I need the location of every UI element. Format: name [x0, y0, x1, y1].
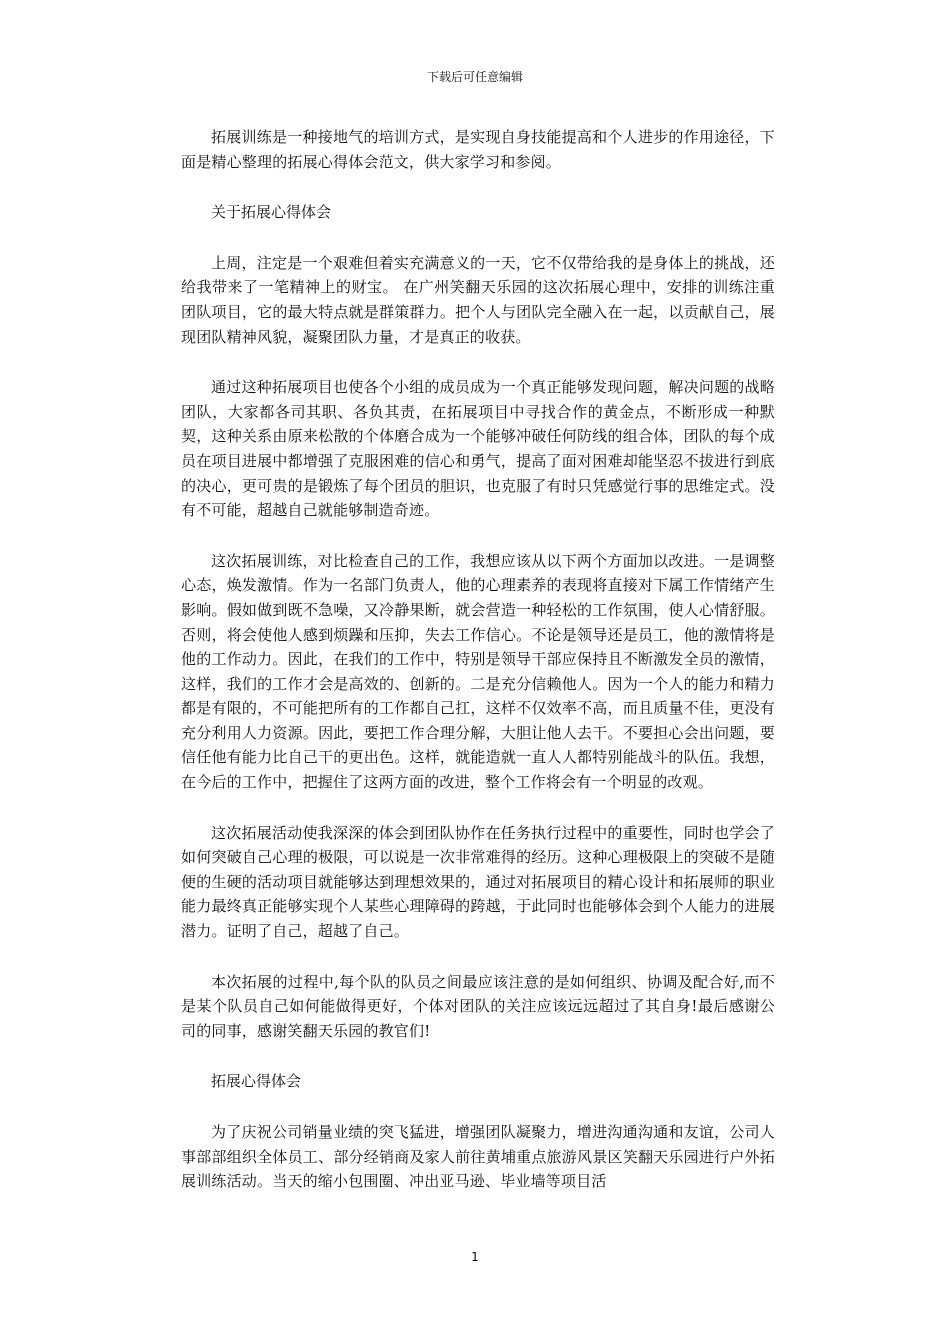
- paragraph-3: 这次拓展训练，对比检查自己的工作，我想应该从以下两个方面加以改进。一是调整心态，焕发激情。作为一名部门负责人，他的心理素养的表现将直接对下属工作情绪产生影响。假如做到既不急噪，又冷静果断，就会营造一种轻松的工作氛围，使人心情舒服。否则，将会使他人感到烦躁和压抑，失去工作信心。不论是领导还是员工，他的激情将是他的工作动力。因此，在我们的工作中，特别是领导干部应保持且不断激发全员的激情，这样，我们的工作才会是高效的、创新的。二是充分信赖他人。因为一个人的能力和精力都是有限的，不可能把所有的工作都自己扛，这样不仅效率不高，而且质量不佳，更没有充分利用人力资源。因此，要把工作合理分解，大胆让他人去干。不要担心会出问题，要信任他有能力比自己干的更出色。这样，就能造就一直人人都特别能战斗的队伍。我想，在今后的工作中，把握住了这两方面的改进，整个工作将会有一个明显的改观。: [181, 551, 775, 792]
- section-heading-2: 拓展心得体会: [211, 1072, 302, 1091]
- page-header: 下载后可任意编辑: [426, 70, 523, 84]
- paragraph-5: 本次拓展的过程中,每个队的队员之间最应该注意的是如何组织、协调及配合好,而不是某个队员自己如何能做得更好，个体对团队的关注应该远远超过了其自身!最后感谢公司的同事，感谢笑翻天乐园的教官们!: [181, 972, 775, 1040]
- section-heading-1: 关于拓展心得体会: [211, 203, 332, 222]
- document-body: [181, 125, 775, 1220]
- page-number: 1: [471, 1250, 479, 1264]
- paragraph-1: 上周，注定是一个艰难但着实充满意义的一天，它不仅带给我的是身体上的挑战，还给我带来了一笔精神上的财宝。 在广州笑翻天乐园的这次拓展心理中，安排的训练注重团队项目，它的最大特点就是群策群力。把个人与团队完全融入在一起，以贡献自己，展现团队精神风貌，凝聚团队力量，才是真正的收获。: [181, 253, 775, 346]
- paragraph-6: 为了庆祝公司销量业绩的突飞猛进，增强团队凝聚力，增进沟通沟通和友谊，公司人事部部组织全体员工、部分经销商及家人前往黄埔重点旅游风景区笑翻天乐园进行户外拓展训练活动。当天的缩小包围圈、冲出亚马逊、毕业墙等项目活: [181, 1123, 775, 1191]
- paragraph-4: 这次拓展活动使我深深的体会到团队协作在任务执行过程中的重要性，同时也学会了如何突破自己心理的极限，可以说是一次非常难得的经历。这种心理极限上的突破不是随便的生硬的活动项目就能够达到理想效果的，通过对拓展项目的精心设计和拓展师的职业能力最终真正能够实现个人某些心理障碍的跨越，于此同时也能够体会到个人能力的进展潜力。证明了自己，超越了自己。: [181, 823, 775, 941]
- paragraph-2: 通过这种拓展项目也使各个小组的成员成为一个真正能够发现问题，解决问题的战略团队，大家都各司其职、各负其责，在拓展项目中寻找合作的黄金点，不断形成一种默契，这种关系由原来松散的个体磨合成为一个能够冲破任何防线的组合体，团队的每个成员在项目进展中都增强了克服困难的信心和勇气，提高了面对困难却能坚忍不拔进行到底的决心，更可贵的是锻炼了每个团员的胆识，也克服了有时只凭感觉行事的思维定式。没有不可能，超越自己就能够制造奇迹。: [181, 378, 775, 520]
- intro-paragraph: 拓展训练是一种接地气的培训方式，是实现自身技能提高和个人进步的作用途径，下面是精心整理的拓展心得体会范文，供大家学习和参阅。: [181, 128, 775, 171]
